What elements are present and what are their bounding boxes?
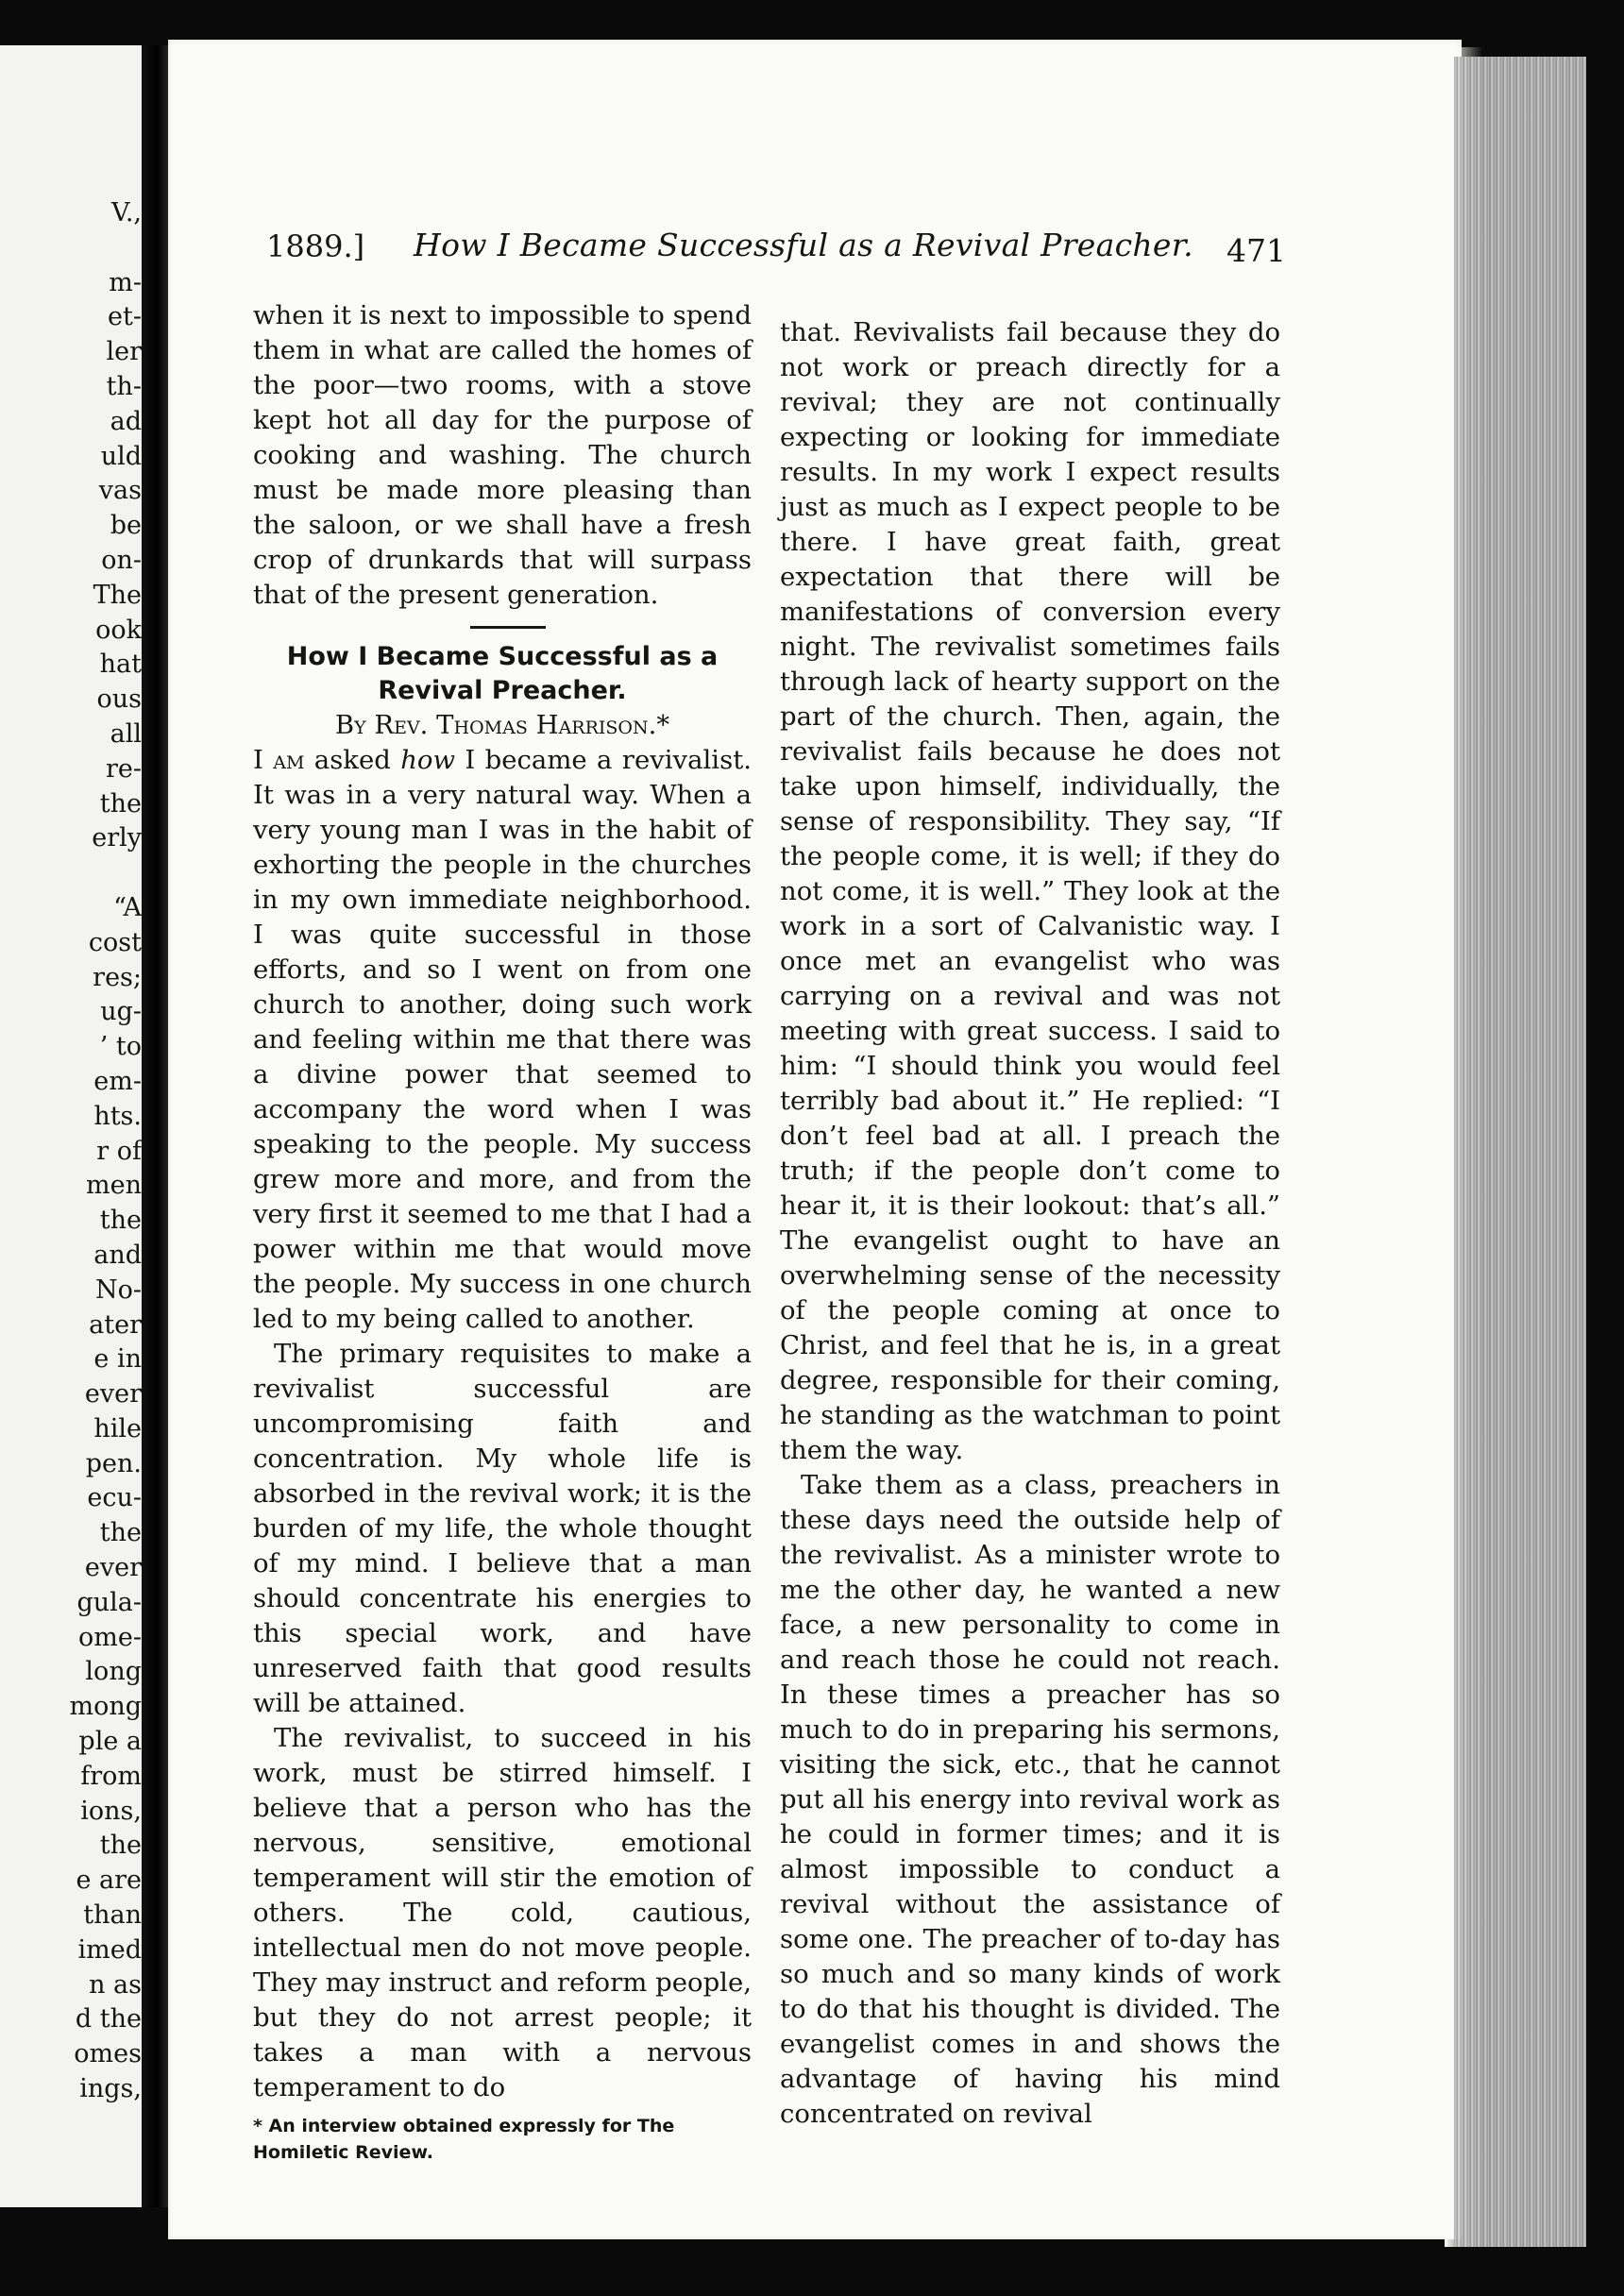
left-fragment-line: “A [113, 892, 142, 922]
running-head [266, 223, 1286, 270]
facing-left-page [0, 45, 149, 2207]
paragraph-1-italic: how [400, 745, 456, 775]
left-fragment-line [0, 231, 142, 266]
left-fragment-line: e are [76, 1866, 142, 1896]
left-fragment-line: V., [111, 198, 142, 228]
left-fragment-line: The [93, 580, 142, 610]
page-number: 471 [1226, 232, 1286, 269]
header-year: 1889.] [266, 228, 365, 264]
left-fragment-line: be [110, 511, 142, 541]
left-fragment-line: ook [95, 615, 142, 645]
paragraph-1-text: I became a revivalist. It was in a very natural way. When a very young man I was in the habit of exhorting the people in the churches in my own immediate neighborhood. I was quite successful in those efforts, and so I went on from one church to another, doing such work and feeling within me that there was a divine power that seemed to accompany the word when I was speaking to the people. My success grew more and more, and from the very first it seemed to me that I had a power within me that would move the people. My success in one church led to my being called to another. [253, 745, 752, 1334]
left-fragment-line: r of [96, 1136, 142, 1166]
left-fragment-line: ome- [78, 1622, 142, 1652]
left-column [253, 298, 752, 2166]
left-fragment-line: e in [93, 1344, 142, 1375]
left-fragment-line: m- [109, 267, 142, 297]
left-fragment-line: ater [89, 1309, 142, 1340]
left-fragment-line: n as [89, 1969, 142, 2000]
byline-prefix: By [334, 710, 366, 740]
left-fragment-line: imed [77, 1934, 142, 1965]
left-fragment-line: No- [94, 1275, 142, 1305]
header-title: How I Became Successful as a Revival Preacher. [414, 227, 1193, 263]
left-fragment-line: pen. [85, 1448, 142, 1478]
book-gutter [142, 45, 170, 2207]
right-paragraph-1: that. Revivalists fail because they do not work or preach directly for a revival; they are not continually expecting or looking for immediate results. In my work I expect results just as much as I expect people to be there. I have great faith, great expectation that there will be manifestations of conversion every night. The revivalist sometimes fails through lack of hearty support on the part of the church. Then, again, the revivalist fails because he does not take upon himself, individually, the sense of responsibility. They say, “If the people come, it is well; if they do not come, it is well.” They look at the work in a sort of Calvanistic way. I once met an evangelist who was carrying on a revival and was not meeting with great success. I said to him: “I should think you would feel terribly bad about it.” He replied: “I don’t feel bad at all. I preach the truth; if the people don’t come to hear it, it is their lookout: that’s all.” The evangelist ought to have an overwhelming sense of the necessity of the people coming at once to Christ, and feel that he is, in a great degree, responsible for their coming, he standing as the watchman to point them the way. [780, 317, 1280, 1465]
left-fragment-line: ad [110, 406, 142, 436]
left-fragment-line: ug- [100, 997, 142, 1027]
left-fragment-line: ecu- [87, 1483, 142, 1513]
footnote: * An interview obtained expressly for The Homiletic Review. [253, 2116, 675, 2163]
left-fragment-line: th- [106, 371, 142, 401]
paragraph-1-word: asked [304, 745, 401, 775]
left-fragment-line: uld [100, 441, 142, 471]
right-column [780, 315, 1280, 2132]
page-edge-stack [1454, 57, 1586, 2247]
left-fragment-line: and [93, 1240, 142, 1270]
left-fragment-line: all [110, 718, 142, 749]
left-fragment-line: cost [88, 927, 142, 957]
left-fragment-line: ever [84, 1379, 142, 1410]
left-fragment-line: the [99, 1831, 142, 1861]
left-fragment-line [0, 856, 142, 891]
left-fragment-line: em- [93, 1066, 142, 1096]
left-page-text-fragments [0, 196, 142, 2107]
left-fragment-line: erly [92, 823, 142, 853]
left-fragment-line: hat [99, 650, 142, 680]
left-fragment-line: ever [84, 1553, 142, 1583]
left-fragment-line: ler [106, 337, 142, 367]
left-fragment-line: hts. [93, 1101, 142, 1131]
paragraph-1 [253, 743, 752, 1337]
left-fragment-line: the [99, 1206, 142, 1236]
left-fragment-line: et- [108, 302, 142, 332]
left-fragment-line: ings, [79, 2074, 142, 2104]
left-fragment-line: than [83, 1900, 142, 1931]
left-fragment-line: ous [96, 684, 142, 715]
article-title: How I Became Successful as a Revival Preacher. [286, 642, 719, 705]
left-fragment-line: res; [93, 962, 142, 992]
left-fragment-line: hile [93, 1413, 142, 1443]
left-fragment-line: on- [101, 545, 142, 575]
left-fragment-line: omes [74, 2039, 142, 2069]
paragraph-3: The revivalist, to succeed in his work, must be stirred himself. I believe that a person who has the nervous, sensitive, emotional temperament will stir the emotion of others. The cold, cautious, intellectual men do not move people. They may instruct and reform people, but they do not arrest people; it takes a man with a nervous temperament to do [253, 1723, 752, 2102]
left-fragment-line: re- [105, 753, 142, 784]
paragraph-1-lead: I am [253, 745, 305, 775]
left-fragment-line: ions, [80, 1796, 142, 1826]
left-fragment-line: vas [98, 476, 142, 506]
left-fragment-line: the [99, 788, 142, 819]
left-fragment-line: ’ to [99, 1032, 142, 1062]
left-fragment-line: from [80, 1761, 142, 1791]
right-paragraph-2: Take them as a class, preachers in these days need the outside help of the revivalist. As a minister wrote to me the other day, he wanted a new face, a new personality to come in and reach those he could not reach. In these times a preacher has so much to do in preparing his sermons, visiting the sick, etc., that he cannot put all his energy into revival work as he could in former times; and it is almost impossible to conduct a revival without the assistance of some one. The preacher of to-day has so much and so many kinds of work to do that his thought is divided. The evangelist comes in and shows the advantage of having his mind concentrated on revival [780, 1470, 1280, 2129]
left-fragment-line: long [85, 1657, 142, 1687]
paragraph-2: The primary requisites to make a revivalist successful are uncompromising faith and concentration. My whole life is absorbed in the revival work; it is the burden of my life, the whole thought of my mind. I believe that a man should concentrate his energies to this special work, and have unreserved faith that good results will be attained. [253, 1339, 752, 1718]
left-fragment-line: the [99, 1518, 142, 1548]
left-fragment-line: ple a [78, 1727, 142, 1757]
intro-paragraph: when it is next to impossible to spend them in what are called the homes of the poor—two rooms, with a stove kept hot all day for the purpose of cooking and washing. The church must be made more pleasing than the saloon, or we shall have a fresh crop of drunkards that will surpass that of the present generation. [253, 300, 752, 610]
left-fragment-line: d the [75, 2004, 142, 2034]
section-divider [470, 626, 546, 629]
byline-name: Rev. Thomas Harrison.* [374, 710, 670, 740]
left-fragment-line: men [86, 1171, 142, 1201]
byline [253, 708, 752, 743]
left-fragment-line: gula- [76, 1587, 142, 1617]
left-fragment-line: mong [69, 1692, 142, 1722]
